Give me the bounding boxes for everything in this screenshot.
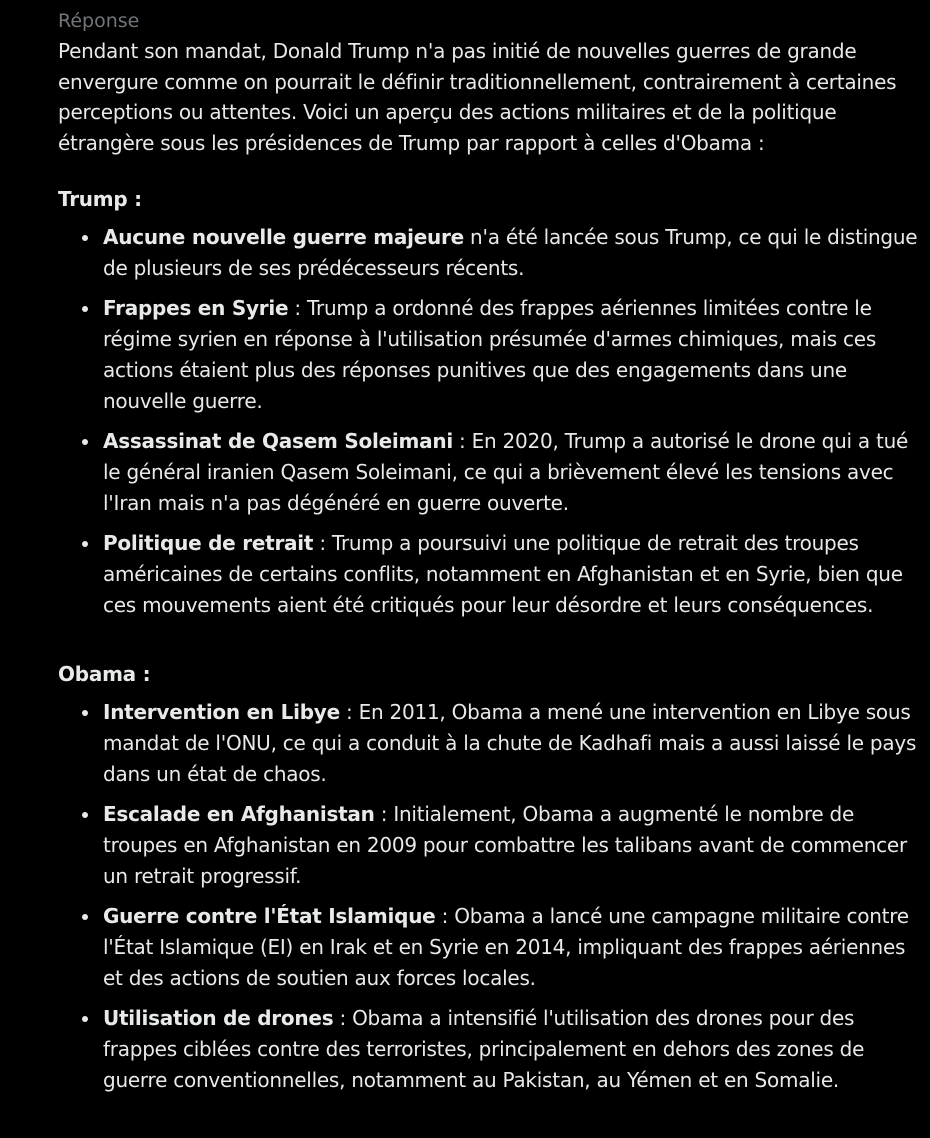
bullet-dot-icon — [82, 439, 88, 445]
trump-list — [58, 222, 918, 621]
item-term: Utilisation de drones — [103, 1006, 334, 1030]
item-text: : En 2011, Obama a mené une intervention en Libye sous mandat de l'ONU, ce qui a conduit à la chute de Kadhafi mais a aussi laissé le pays dans un état de chaos. — [103, 700, 917, 786]
bullet-dot-icon — [82, 1016, 88, 1022]
item-text: : Obama a lancé une campagne militaire contre l'État Islamique (EI) en Irak et en Syrie en 2014, impliquant des frappes aériennes et des actions de soutien aux forces locales. — [103, 904, 909, 990]
response-label: Réponse — [58, 10, 140, 32]
item-term: Aucune nouvelle guerre majeure — [103, 225, 464, 249]
list-item — [58, 222, 918, 284]
item-text: : Trump a ordonné des frappes aériennes limitées contre le régime syrien en réponse à l'utilisation présumée d'armes chimiques, mais ces actions étaient plus des réponses punitives que des engagements dans une nouvelle guerre. — [103, 296, 877, 413]
list-item — [58, 528, 918, 621]
item-term: Guerre contre l'État Islamique — [103, 904, 436, 928]
item-text: : Trump a poursuivi une politique de retrait des troupes américaines de certains conflits, notamment en Afghanistan et en Syrie, bien que ces mouvements aient été critiqués pour leur désordre et leurs conséquences. — [103, 531, 903, 617]
section-title-obama: Obama : — [58, 662, 151, 686]
item-text: : En 2020, Trump a autorisé le drone qui a tué le général iranien Qasem Soleimani, ce qui a brièvement élevé les tensions avec l'Iran mais n'a pas dégénéré en guerre ouverte. — [103, 429, 909, 515]
list-item — [58, 426, 918, 519]
response-panel — [58, 8, 918, 1105]
bullet-dot-icon — [82, 710, 88, 716]
bullet-dot-icon — [82, 812, 88, 818]
item-term: Intervention en Libye — [103, 700, 340, 724]
list-item — [58, 1003, 918, 1096]
list-item — [58, 799, 918, 892]
list-item — [58, 293, 918, 417]
item-term: Politique de retrait — [103, 531, 314, 555]
list-item — [58, 901, 918, 994]
item-term: Assassinat de Qasem Soleimani — [103, 429, 453, 453]
response-intro: Pendant son mandat, Donald Trump n'a pas initié de nouvelles guerres de grande envergure comme on pourrait le définir traditionnellement, contrairement à certaines perceptions ou attentes. Voici un aperçu des actions militaires et de la politique étrangère sous les présidences de Trump par rapport à celles d'Obama : — [58, 39, 897, 155]
item-text: n'a été lancée sous Trump, ce qui le distingue de plusieurs de ses prédécesseurs récents. — [103, 225, 918, 280]
obama-list — [58, 697, 918, 1096]
item-term: Frappes en Syrie — [103, 296, 289, 320]
bullet-dot-icon — [82, 306, 88, 312]
list-item — [58, 697, 918, 790]
bullet-dot-icon — [82, 541, 88, 547]
item-text: : Obama a intensifié l'utilisation des drones pour des frappes ciblées contre des terroristes, principalement en dehors des zones de guerre conventionnelles, notamment au Pakistan, au Yémen et en Somalie. — [103, 1006, 865, 1092]
item-term: Escalade en Afghanistan — [103, 802, 375, 826]
item-text: : Initialement, Obama a augmenté le nombre de troupes en Afghanistan en 2009 pour combattre les talibans avant de commencer un retrait progressif. — [103, 802, 907, 888]
section-title-trump: Trump : — [58, 187, 142, 211]
bullet-dot-icon — [82, 235, 88, 241]
bullet-dot-icon — [82, 914, 88, 920]
